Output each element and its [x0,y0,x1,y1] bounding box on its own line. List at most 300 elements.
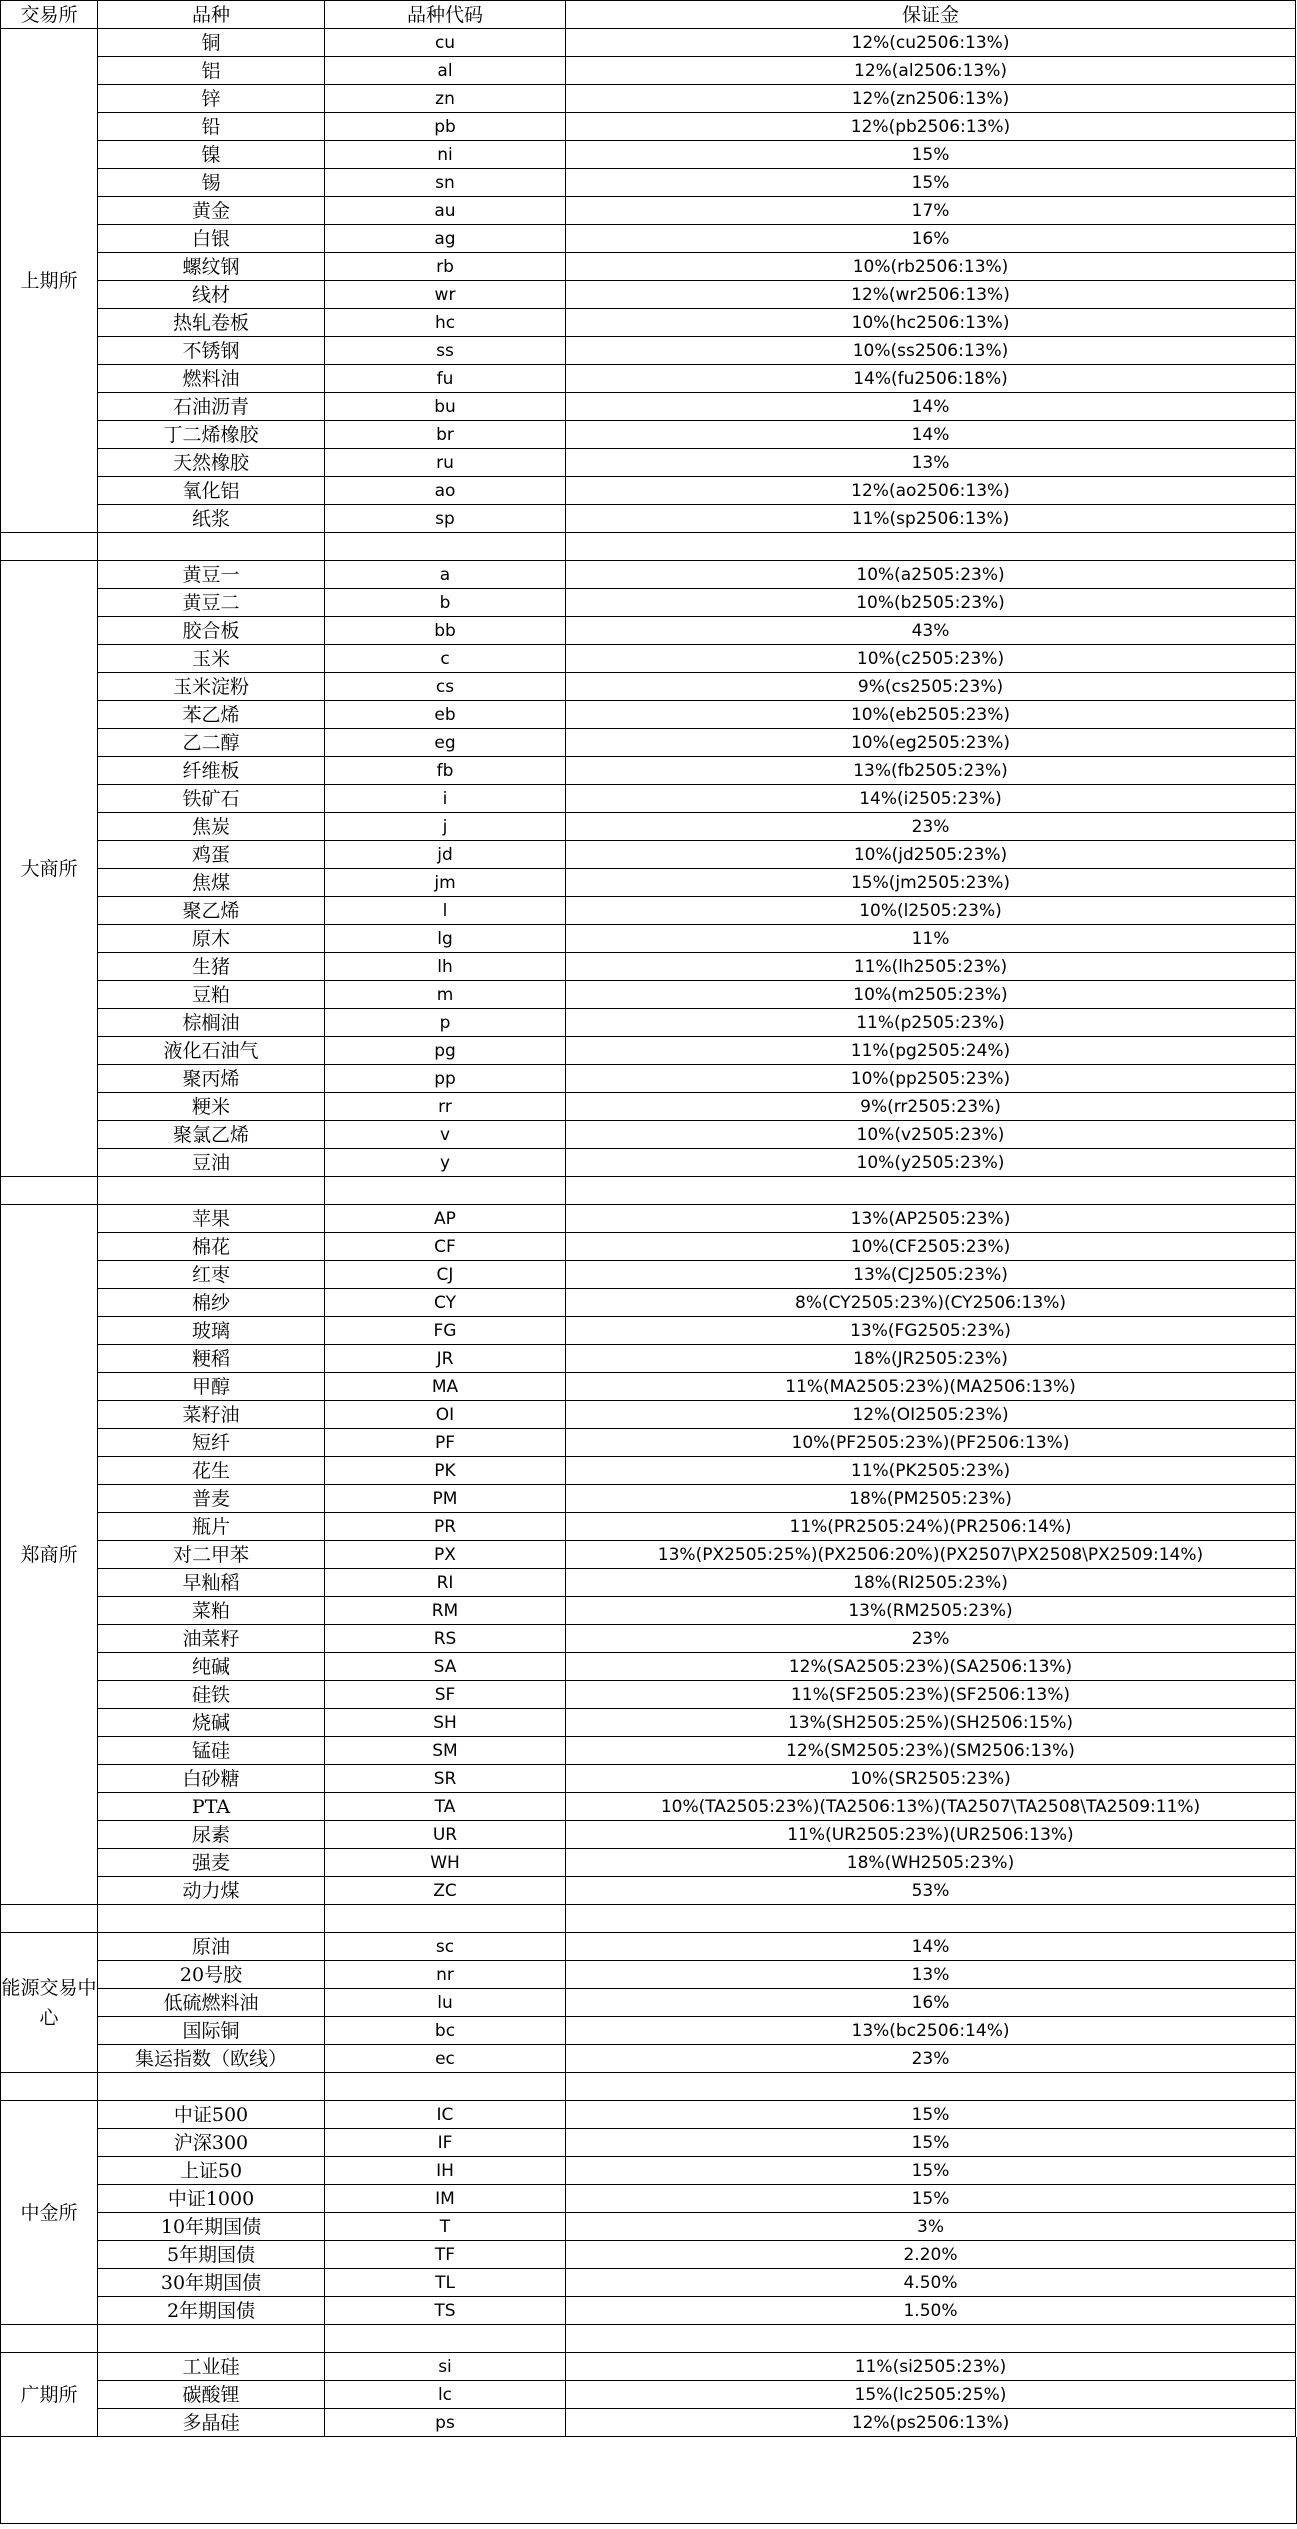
variety-cell: 2年期国债 [98,2297,325,2325]
code-cell: y [325,1149,566,1177]
table-row [1,2381,1296,2409]
variety-cell: 液化石油气 [98,1037,325,1065]
code-cell: jm [325,869,566,897]
margin-cell: 17% [566,197,1296,225]
table-row [1,729,1296,757]
variety-cell: 中证500 [98,2101,325,2129]
empty-cell [325,2325,566,2353]
variety-cell: 动力煤 [98,1877,325,1905]
table-row [1,869,1296,897]
variety-cell: 线材 [98,281,325,309]
margin-cell: 15% [566,2101,1296,2129]
margin-cell: 11%(p2505:23%) [566,1009,1296,1037]
table-row [1,113,1296,141]
margin-cell: 10%(m2505:23%) [566,981,1296,1009]
table-row [1,897,1296,925]
margin-cell: 53% [566,1877,1296,1905]
variety-cell: 聚乙烯 [98,897,325,925]
header-exchange: 交易所 [1,1,98,29]
margin-cell: 11%(PK2505:23%) [566,1457,1296,1485]
code-cell: SR [325,1765,566,1793]
table-row [1,477,1296,505]
code-cell: ps [325,2409,566,2437]
margin-cell: 13%(fb2505:23%) [566,757,1296,785]
code-cell: v [325,1121,566,1149]
code-cell: lc [325,2381,566,2409]
variety-cell: 豆油 [98,1149,325,1177]
table-row [1,449,1296,477]
code-cell: TA [325,1793,566,1821]
margin-cell: 15%(lc2505:25%) [566,2381,1296,2409]
margin-cell: 13% [566,449,1296,477]
code-cell: i [325,785,566,813]
header-variety: 品种 [98,1,325,29]
margin-cell: 10%(TA2505:23%)(TA2506:13%)(TA2507\TA2508\TA2509:11%) [566,1793,1296,1821]
code-cell: eb [325,701,566,729]
code-cell: SF [325,1681,566,1709]
variety-cell: 燃料油 [98,365,325,393]
variety-cell: 烧碱 [98,1709,325,1737]
code-cell: m [325,981,566,1009]
table-row [1,2101,1296,2129]
table-row [1,1205,1296,1233]
margin-cell: 16% [566,225,1296,253]
margin-cell: 23% [566,2045,1296,2073]
code-cell: WH [325,1849,566,1877]
variety-cell: 10年期国债 [98,2213,325,2241]
table-row [1,1709,1296,1737]
empty-bottom-area [0,2437,1297,2524]
table-row [1,1429,1296,1457]
table-row [1,1625,1296,1653]
variety-cell: 上证50 [98,2157,325,2185]
table-row [1,2045,1296,2073]
table-row [1,1121,1296,1149]
code-cell: l [325,897,566,925]
code-cell: sp [325,505,566,533]
variety-cell: 棉纱 [98,1289,325,1317]
margin-cell: 14%(fu2506:18%) [566,365,1296,393]
variety-cell: 瓶片 [98,1513,325,1541]
margin-cell: 10%(SR2505:23%) [566,1765,1296,1793]
exchange-cell: 大商所 [1,561,98,1177]
table-row [1,1541,1296,1569]
margin-cell: 10%(jd2505:23%) [566,841,1296,869]
margin-cell: 14%(i2505:23%) [566,785,1296,813]
variety-cell: 原木 [98,925,325,953]
margin-cell: 10%(eg2505:23%) [566,729,1296,757]
empty-cell [1,2073,98,2101]
table-row [1,1149,1296,1177]
empty-cell [1,1177,98,1205]
table-row [1,1261,1296,1289]
table-row [1,841,1296,869]
variety-cell: 早籼稻 [98,1569,325,1597]
variety-cell: 鸡蛋 [98,841,325,869]
margin-cell: 13%(SH2505:25%)(SH2506:15%) [566,1709,1296,1737]
exchange-cell: 广期所 [1,2353,98,2437]
code-cell: fb [325,757,566,785]
empty-cell [566,1177,1296,1205]
variety-cell: 纤维板 [98,757,325,785]
margin-cell: 23% [566,1625,1296,1653]
margin-cell: 15% [566,2185,1296,2213]
table-row [1,1653,1296,1681]
code-cell: cs [325,673,566,701]
variety-cell: 棉花 [98,1233,325,1261]
table-row [1,421,1296,449]
code-cell: pp [325,1065,566,1093]
code-cell: si [325,2353,566,2381]
code-cell: hc [325,309,566,337]
code-cell: sn [325,169,566,197]
empty-cell [566,2325,1296,2353]
margin-cell: 13%(RM2505:23%) [566,1597,1296,1625]
margin-cell: 15% [566,141,1296,169]
margin-cell: 12%(wr2506:13%) [566,281,1296,309]
spacer-row [1,2325,1296,2353]
code-cell: MA [325,1373,566,1401]
table-row [1,1233,1296,1261]
margin-cell: 9%(rr2505:23%) [566,1093,1296,1121]
variety-cell: 铜 [98,29,325,57]
empty-cell [98,2325,325,2353]
variety-cell: 丁二烯橡胶 [98,421,325,449]
variety-cell: 普麦 [98,1485,325,1513]
margin-cell: 11%(UR2505:23%)(UR2506:13%) [566,1821,1296,1849]
code-cell: fu [325,365,566,393]
code-cell: T [325,2213,566,2241]
margin-cell: 15% [566,2157,1296,2185]
table-row [1,1289,1296,1317]
margin-cell: 13%(CJ2505:23%) [566,1261,1296,1289]
margin-cell: 15% [566,2129,1296,2157]
table-row [1,1401,1296,1429]
variety-cell: 玉米 [98,645,325,673]
variety-cell: 油菜籽 [98,1625,325,1653]
code-cell: RS [325,1625,566,1653]
table-row [1,197,1296,225]
code-cell: nr [325,1961,566,1989]
table-row [1,281,1296,309]
margin-cell: 12%(zn2506:13%) [566,85,1296,113]
empty-cell [325,2073,566,2101]
margin-cell: 12%(ps2506:13%) [566,2409,1296,2437]
empty-cell [566,1905,1296,1933]
table-row [1,169,1296,197]
variety-cell: 30年期国债 [98,2269,325,2297]
empty-cell [1,1905,98,1933]
table-row [1,1093,1296,1121]
table-row [1,2017,1296,2045]
variety-cell: 生猪 [98,953,325,981]
variety-cell: 原油 [98,1933,325,1961]
code-cell: br [325,421,566,449]
table-row [1,1373,1296,1401]
table-row [1,141,1296,169]
margin-cell: 9%(cs2505:23%) [566,673,1296,701]
header-code: 品种代码 [325,1,566,29]
table-row [1,1065,1296,1093]
variety-cell: 氧化铝 [98,477,325,505]
margin-cell: 11%(si2505:23%) [566,2353,1296,2381]
code-cell: PX [325,1541,566,1569]
margin-cell: 10%(b2505:23%) [566,589,1296,617]
code-cell: eg [325,729,566,757]
table-row [1,617,1296,645]
margin-cell: 16% [566,1989,1296,2017]
table-row [1,2353,1296,2381]
variety-cell: 短纤 [98,1429,325,1457]
margin-cell: 10%(PF2505:23%)(PF2506:13%) [566,1429,1296,1457]
code-cell: al [325,57,566,85]
code-cell: IC [325,2101,566,2129]
margin-cell: 11%(SF2505:23%)(SF2506:13%) [566,1681,1296,1709]
margin-cell: 10%(hc2506:13%) [566,309,1296,337]
code-cell: OI [325,1401,566,1429]
table-row [1,2297,1296,2325]
variety-cell: 石油沥青 [98,393,325,421]
table-row [1,1345,1296,1373]
variety-cell: 粳米 [98,1093,325,1121]
code-cell: IM [325,2185,566,2213]
table-row [1,1317,1296,1345]
variety-cell: 集运指数（欧线） [98,2045,325,2073]
margin-cell: 14% [566,393,1296,421]
variety-cell: 焦炭 [98,813,325,841]
code-cell: rr [325,1093,566,1121]
code-cell: a [325,561,566,589]
variety-cell: 国际铜 [98,2017,325,2045]
table-row [1,1457,1296,1485]
code-cell: au [325,197,566,225]
margin-cell: 11%(lh2505:23%) [566,953,1296,981]
margin-cell: 18%(PM2505:23%) [566,1485,1296,1513]
variety-cell: 焦煤 [98,869,325,897]
empty-cell [325,533,566,561]
table-row [1,1485,1296,1513]
code-cell: SM [325,1737,566,1765]
table-row [1,645,1296,673]
table-body [1,29,1296,2437]
code-cell: JR [325,1345,566,1373]
variety-cell: 工业硅 [98,2353,325,2381]
table-row [1,1009,1296,1037]
code-cell: cu [325,29,566,57]
table-row [1,925,1296,953]
code-cell: RM [325,1597,566,1625]
margin-cell: 12%(cu2506:13%) [566,29,1296,57]
variety-cell: 强麦 [98,1849,325,1877]
code-cell: bb [325,617,566,645]
margin-cell: 13%(PX2505:25%)(PX2506:20%)(PX2507\PX2508\PX2509:14%) [566,1541,1296,1569]
code-cell: lu [325,1989,566,2017]
margin-cell: 12%(pb2506:13%) [566,113,1296,141]
code-cell: wr [325,281,566,309]
table-row [1,673,1296,701]
table-row [1,2409,1296,2437]
code-cell: CY [325,1289,566,1317]
variety-cell: 硅铁 [98,1681,325,1709]
margin-cell: 12%(SA2505:23%)(SA2506:13%) [566,1653,1296,1681]
code-cell: sc [325,1933,566,1961]
margin-cell: 8%(CY2505:23%)(CY2506:13%) [566,1289,1296,1317]
table-row [1,85,1296,113]
empty-cell [325,1177,566,1205]
exchange-cell: 能源交易中心 [1,1933,98,2073]
variety-cell: 天然橡胶 [98,449,325,477]
variety-cell: 纯碱 [98,1653,325,1681]
margin-cell: 10%(eb2505:23%) [566,701,1296,729]
code-cell: TF [325,2241,566,2269]
exchange-cell: 中金所 [1,2101,98,2325]
table-row [1,365,1296,393]
code-cell: TL [325,2269,566,2297]
margin-cell: 43% [566,617,1296,645]
variety-cell: 玉米淀粉 [98,673,325,701]
table-row [1,253,1296,281]
code-cell: FG [325,1317,566,1345]
empty-cell [98,2073,325,2101]
margin-cell: 23% [566,813,1296,841]
variety-cell: 红枣 [98,1261,325,1289]
table-row [1,2213,1296,2241]
variety-cell: 对二甲苯 [98,1541,325,1569]
code-cell: IH [325,2157,566,2185]
variety-cell: 苹果 [98,1205,325,1233]
table-row [1,1765,1296,1793]
code-cell: bc [325,2017,566,2045]
variety-cell: 铝 [98,57,325,85]
code-cell: ss [325,337,566,365]
code-cell: SA [325,1653,566,1681]
code-cell: ZC [325,1877,566,1905]
table-row [1,701,1296,729]
variety-cell: 玻璃 [98,1317,325,1345]
margin-cell: 11%(MA2505:23%)(MA2506:13%) [566,1373,1296,1401]
table-row [1,561,1296,589]
spacer-row [1,533,1296,561]
margin-cell: 2.20% [566,2241,1296,2269]
margin-cell: 10%(l2505:23%) [566,897,1296,925]
variety-cell: 锰硅 [98,1737,325,1765]
spacer-row [1,1905,1296,1933]
table-row [1,2129,1296,2157]
exchange-cell: 上期所 [1,29,98,533]
margin-cell: 13% [566,1961,1296,1989]
empty-cell [1,533,98,561]
code-cell: PR [325,1513,566,1541]
variety-cell: 苯乙烯 [98,701,325,729]
empty-cell [98,533,325,561]
variety-cell: 纸浆 [98,505,325,533]
code-cell: PM [325,1485,566,1513]
margin-cell: 10%(y2505:23%) [566,1149,1296,1177]
margin-cell: 10%(a2505:23%) [566,561,1296,589]
table-row [1,225,1296,253]
code-cell: jd [325,841,566,869]
margin-cell: 10%(ss2506:13%) [566,337,1296,365]
margin-cell: 18%(RI2505:23%) [566,1569,1296,1597]
table-row [1,1989,1296,2017]
margin-cell: 15% [566,169,1296,197]
table-row [1,1877,1296,1905]
variety-cell: 中证1000 [98,2185,325,2213]
code-cell: lg [325,925,566,953]
table-row [1,505,1296,533]
variety-cell: 碳酸锂 [98,2381,325,2409]
variety-cell: 菜籽油 [98,1401,325,1429]
code-cell: RI [325,1569,566,1597]
variety-cell: 白银 [98,225,325,253]
empty-cell [325,1905,566,1933]
code-cell: CF [325,1233,566,1261]
margin-cell: 11% [566,925,1296,953]
variety-cell: 5年期国债 [98,2241,325,2269]
code-cell: ao [325,477,566,505]
empty-cell [1,2325,98,2353]
margin-cell: 4.50% [566,2269,1296,2297]
code-cell: zn [325,85,566,113]
empty-cell [566,2073,1296,2101]
table-row [1,757,1296,785]
code-cell: b [325,589,566,617]
code-cell: PF [325,1429,566,1457]
code-cell: UR [325,1821,566,1849]
table-row [1,1569,1296,1597]
table-row [1,1513,1296,1541]
table-row [1,2241,1296,2269]
variety-cell: 锡 [98,169,325,197]
margin-cell: 3% [566,2213,1296,2241]
table-row [1,2269,1296,2297]
header-row [1,1,1296,29]
code-cell: ru [325,449,566,477]
table-row [1,1681,1296,1709]
margin-cell: 11%(pg2505:24%) [566,1037,1296,1065]
code-cell: lh [325,953,566,981]
code-cell: IF [325,2129,566,2157]
table-row [1,2157,1296,2185]
margin-cell: 18%(JR2505:23%) [566,1345,1296,1373]
margin-cell: 12%(OI2505:23%) [566,1401,1296,1429]
code-cell: p [325,1009,566,1037]
variety-cell: 铅 [98,113,325,141]
code-cell: ec [325,2045,566,2073]
variety-cell: PTA [98,1793,325,1821]
table-row [1,1933,1296,1961]
empty-cell [98,1905,325,1933]
table-row [1,953,1296,981]
variety-cell: 粳稻 [98,1345,325,1373]
variety-cell: 镍 [98,141,325,169]
variety-cell: 螺纹钢 [98,253,325,281]
margin-cell: 14% [566,1933,1296,1961]
variety-cell: 聚丙烯 [98,1065,325,1093]
table-row [1,1737,1296,1765]
variety-cell: 黄豆二 [98,589,325,617]
margin-cell: 12%(SM2505:23%)(SM2506:13%) [566,1737,1296,1765]
margin-cell: 10%(v2505:23%) [566,1121,1296,1149]
table-row [1,589,1296,617]
margin-cell: 10%(pp2505:23%) [566,1065,1296,1093]
code-cell: j [325,813,566,841]
variety-cell: 聚氯乙烯 [98,1121,325,1149]
variety-cell: 20号胶 [98,1961,325,1989]
code-cell: pb [325,113,566,141]
margin-cell: 13%(bc2506:14%) [566,2017,1296,2045]
variety-cell: 不锈钢 [98,337,325,365]
